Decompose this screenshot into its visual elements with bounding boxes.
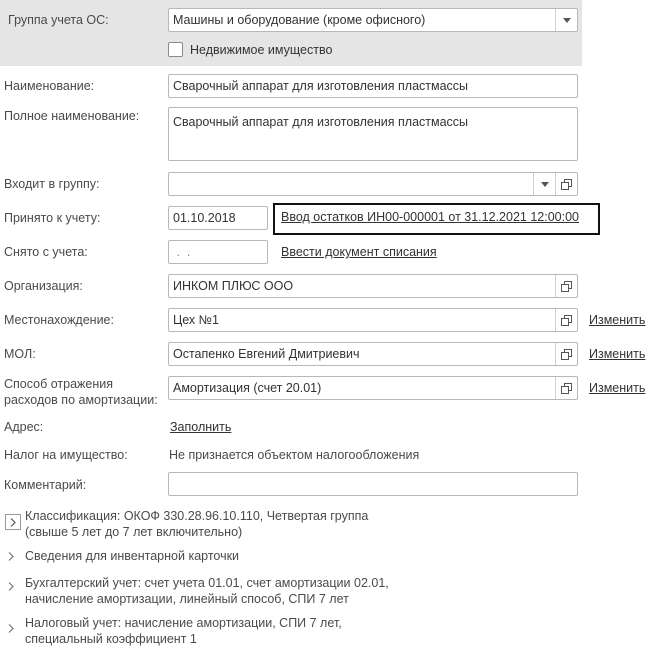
section-classification-line2: (свыше 5 лет до 7 лет включительно) bbox=[25, 525, 243, 539]
section-accounting-line2: начисление амортизации, линейный способ, СПИ 7 лет bbox=[25, 592, 349, 606]
accepted-label: Принято к учету: bbox=[4, 211, 101, 225]
location-change-link[interactable]: Изменить bbox=[589, 313, 646, 327]
mol-input[interactable] bbox=[168, 342, 578, 366]
amort-label-line1: Способ отражения bbox=[4, 377, 113, 391]
group-label: Группа учета ОС: bbox=[8, 13, 109, 27]
section-inventory-card[interactable] bbox=[25, 548, 239, 564]
full-name-textarea[interactable] bbox=[168, 107, 578, 161]
realty-checkbox[interactable] bbox=[168, 42, 183, 57]
organization-label: Организация: bbox=[4, 279, 83, 293]
chevron-right-icon[interactable] bbox=[8, 550, 14, 564]
section-tax-accounting-line1: Налоговый учет: начисление амортизации, СПИ 7 лет, bbox=[25, 616, 342, 630]
name-input[interactable] bbox=[168, 74, 578, 98]
location-input[interactable] bbox=[168, 308, 578, 332]
property-tax-label: Налог на имущество: bbox=[4, 448, 128, 462]
parent-group-label: Входит в группу: bbox=[4, 177, 100, 191]
chevron-right-icon[interactable] bbox=[8, 622, 14, 636]
address-label: Адрес: bbox=[4, 420, 44, 434]
amort-method-value: Амортизация (счет 20.01) bbox=[173, 381, 322, 395]
accepted-date-input[interactable] bbox=[168, 206, 268, 230]
name-input-value: Сварочный аппарат для изготовления пластмассы bbox=[173, 79, 469, 93]
location-value: Цех №1 bbox=[173, 313, 220, 327]
amort-label-line2: расходов по амортизации: bbox=[4, 393, 158, 407]
mol-value: Остапенко Евгений Дмитриевич bbox=[173, 347, 360, 361]
mol-label: МОЛ: bbox=[4, 347, 36, 361]
organization-value: ИНКОМ ПЛЮС ООО bbox=[173, 279, 294, 293]
accepted-doc-link[interactable]: Ввод остатков ИН00-000001 от 31.12.2021 12:00:00 bbox=[281, 210, 579, 224]
section-tax-accounting[interactable] bbox=[25, 615, 342, 647]
parent-group-input[interactable] bbox=[168, 172, 578, 196]
write-off-link[interactable]: Ввести документ списания bbox=[281, 245, 437, 259]
location-label: Местонахождение: bbox=[4, 313, 114, 327]
address-fill-link[interactable]: Заполнить bbox=[170, 420, 232, 434]
dropdown-arrow-icon[interactable] bbox=[555, 9, 577, 31]
organization-input[interactable] bbox=[168, 274, 578, 298]
comment-label: Комментарий: bbox=[4, 478, 87, 492]
section-tax-accounting-line2: специальный коэффициент 1 bbox=[25, 632, 197, 646]
chevron-right-icon[interactable] bbox=[5, 514, 21, 530]
section-classification-line1: Классификация: ОКОФ 330.28.96.10.110, Четвертая группа bbox=[25, 509, 369, 523]
name-label: Наименование: bbox=[4, 79, 95, 93]
full-name-label: Полное наименование: bbox=[4, 109, 140, 123]
open-form-icon[interactable] bbox=[555, 173, 577, 195]
amort-method-input[interactable] bbox=[168, 376, 578, 400]
open-form-icon[interactable] bbox=[555, 275, 577, 297]
open-form-icon[interactable] bbox=[555, 343, 577, 365]
group-select[interactable] bbox=[168, 8, 578, 32]
section-accounting[interactable] bbox=[25, 575, 389, 607]
removed-date-input[interactable] bbox=[168, 240, 268, 264]
dropdown-arrow-icon[interactable] bbox=[533, 173, 555, 195]
accepted-date-value: 01.10.2018 bbox=[173, 211, 236, 225]
section-accounting-line1: Бухгалтерский учет: счет учета 01.01, счет амортизации 02.01, bbox=[25, 576, 389, 590]
open-form-icon[interactable] bbox=[555, 309, 577, 331]
mol-change-link[interactable]: Изменить bbox=[589, 347, 646, 361]
amort-change-link[interactable]: Изменить bbox=[589, 381, 646, 395]
open-form-icon[interactable] bbox=[555, 377, 577, 399]
group-select-value: Машины и оборудование (кроме офисного) bbox=[173, 13, 426, 27]
comment-input[interactable] bbox=[168, 472, 578, 496]
property-tax-value: Не признается объектом налогообложения bbox=[169, 448, 420, 462]
section-classification[interactable] bbox=[25, 508, 368, 540]
removed-date-value: . . bbox=[173, 245, 191, 259]
chevron-right-icon[interactable] bbox=[8, 580, 14, 594]
full-name-value: Сварочный аппарат для изготовления пластмассы bbox=[173, 115, 469, 129]
section-inventory-card-line1: Сведения для инвентарной карточки bbox=[25, 549, 240, 563]
removed-label: Снято с учета: bbox=[4, 245, 88, 259]
realty-label: Недвижимое имущество bbox=[190, 43, 333, 57]
